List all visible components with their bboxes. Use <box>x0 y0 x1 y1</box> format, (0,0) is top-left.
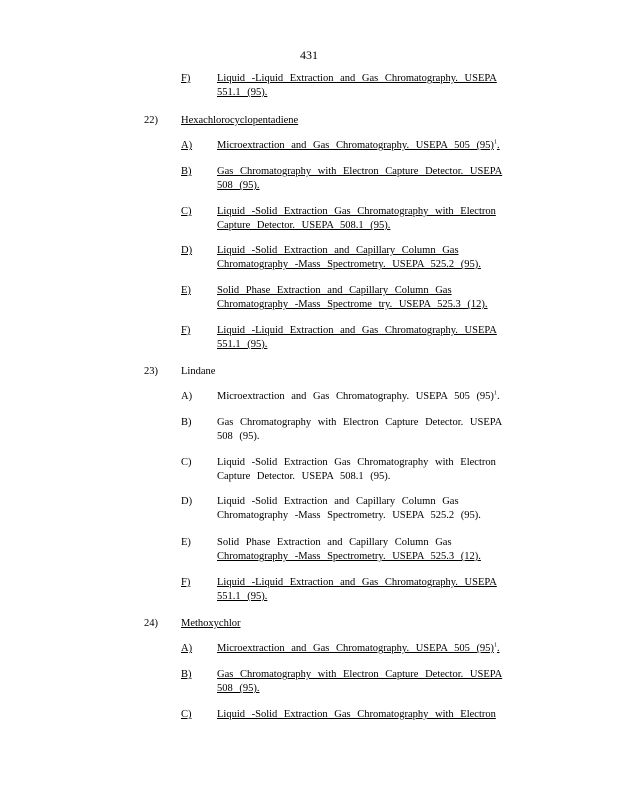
method-text-line: Gas Chromatography with Electron Capture Detector. USEPA <box>217 669 503 680</box>
method-text-line: Microextraction and Gas Chromatography. USEPA 505 $(95)^1$. <box>217 139 500 151</box>
method-letter: C) <box>181 709 192 720</box>
method-letter: F) <box>181 577 191 588</box>
method-text-line: Chromatography -Mass Spectrometry. USEPA 525.3 (12). <box>217 551 481 562</box>
footnote-marker: 1 <box>493 642 497 649</box>
section-number: 22) <box>144 115 158 126</box>
method-text <box>217 205 527 233</box>
method-text-line: 551.1 (95). <box>217 591 268 602</box>
section-title: Hexachlorocyclopentadiene <box>181 115 299 126</box>
method-letter: D) <box>181 245 193 256</box>
method-letter: A) <box>181 140 193 151</box>
method-text-line: Liquid -Liquid Extraction and Gas Chromatography. USEPA <box>217 325 497 336</box>
method-letter: C) <box>181 457 192 468</box>
page-number: 431 <box>300 48 318 62</box>
method-text-line: Capture Detector. USEPA 508.1 (95). <box>217 220 391 231</box>
method-text-line: Liquid -Solid Extraction Gas Chromatography with Electron <box>217 206 496 217</box>
method-text <box>217 390 527 404</box>
method-text-line: Liquid -Liquid Extraction and Gas Chromatography. USEPA <box>217 577 497 588</box>
method-text-line: Liquid -Liquid Extraction and Gas Chromatography. USEPA <box>217 73 497 84</box>
method-letter: A) <box>181 391 193 402</box>
method-text <box>217 536 527 564</box>
method-letter: A) <box>181 643 193 654</box>
section-title: Methoxychlor <box>181 618 241 629</box>
method-text <box>217 324 527 352</box>
method-letter: B) <box>181 669 192 680</box>
method-text-line: 508 (95). <box>217 683 260 694</box>
method-text <box>217 139 527 153</box>
footnote-marker: 1 <box>493 390 497 397</box>
method-letter: E) <box>181 537 191 548</box>
method-text-line: Chromatography -Mass Spectrometry. USEPA 525.2 (95). <box>217 259 481 270</box>
method-text <box>217 72 527 100</box>
method-text <box>217 244 527 272</box>
method-text-line: 508 (95). <box>217 431 260 442</box>
method-text-line: Microextraction and Gas Chromatography. USEPA 505 $(95)^1$. <box>217 390 500 402</box>
method-text-line: Microextraction and Gas Chromatography. USEPA 505 $(95)^1$. <box>217 642 500 654</box>
section-number: 24) <box>144 618 158 629</box>
method-text-line: Liquid -Solid Extraction and Capillary Column Gas <box>217 496 459 507</box>
method-text-line: 551.1 (95). <box>217 87 268 98</box>
method-letter: B) <box>181 166 192 177</box>
method-text-line: 508 (95). <box>217 180 260 191</box>
method-letter: C) <box>181 206 192 217</box>
method-text-line: Capture Detector. USEPA 508.1 (95). <box>217 471 391 482</box>
method-text-line: Solid Phase Extraction and Capillary Column Gas <box>217 537 452 548</box>
method-text-line: Chromatography -Mass Spectrome try. USEPA 525.3 (12). <box>217 299 488 310</box>
footnote-marker: 1 <box>493 139 497 146</box>
method-letter: F) <box>181 325 191 336</box>
method-text <box>217 576 527 604</box>
method-text-line: Liquid -Solid Extraction and Capillary Column Gas <box>217 245 459 256</box>
section-title: Lindane <box>181 366 216 377</box>
method-text <box>217 284 527 312</box>
method-letter: F) <box>181 73 191 84</box>
method-text-line: Gas Chromatography with Electron Capture Detector. USEPA <box>217 417 503 428</box>
method-text <box>217 708 527 722</box>
method-text-line: Liquid -Solid Extraction Gas Chromatography with Electron <box>217 457 496 468</box>
method-text <box>217 668 527 696</box>
method-text-line: 551.1 (95). <box>217 339 268 350</box>
method-text-line: Solid Phase Extraction and Capillary Column Gas <box>217 285 452 296</box>
method-text <box>217 495 527 523</box>
method-text <box>217 642 527 656</box>
section-number: 23) <box>144 366 158 377</box>
method-text <box>217 165 527 193</box>
method-text-line: Liquid -Solid Extraction Gas Chromatography with Electron <box>217 709 496 720</box>
method-text-line: Gas Chromatography with Electron Capture Detector. USEPA <box>217 166 503 177</box>
method-letter: E) <box>181 285 191 296</box>
method-letter: D) <box>181 496 193 507</box>
method-text <box>217 416 527 444</box>
method-text <box>217 456 527 484</box>
method-text-line: Chromatography -Mass Spectrometry. USEPA 525.2 (95). <box>217 510 481 521</box>
method-letter: B) <box>181 417 192 428</box>
